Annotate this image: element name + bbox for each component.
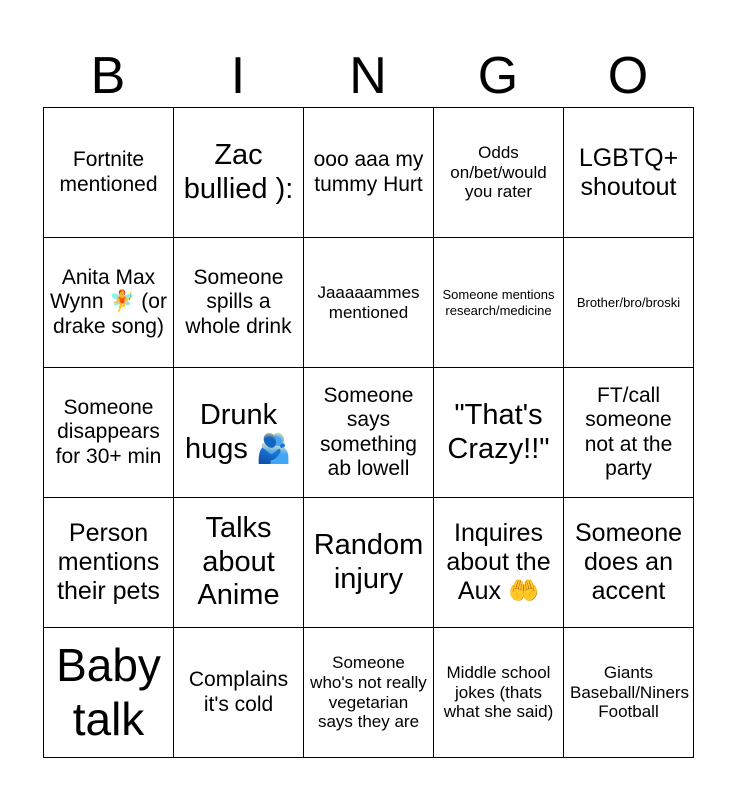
bingo-cell[interactable]: Baby talk	[44, 628, 174, 758]
bingo-header	[43, 44, 693, 108]
bingo-cell[interactable]: Anita Max Wynn 🧚 (or drake song)	[44, 238, 174, 368]
bingo-cell[interactable]: Zac bullied ):	[174, 108, 304, 238]
bingo-cell[interactable]: Complains it's cold	[174, 628, 304, 758]
header-letter-g: G	[477, 47, 519, 105]
bingo-cell[interactable]: "That's Crazy!!"	[434, 368, 564, 498]
header-letter-n: N	[349, 47, 387, 105]
header-letter-i: I	[230, 47, 246, 105]
bingo-cell[interactable]: Odds on/bet/would you rater	[434, 108, 564, 238]
bingo-cell[interactable]: Someone says something ab lowell	[304, 368, 434, 498]
bingo-cell[interactable]: Someone who's not really vegetarian says they are	[304, 628, 434, 758]
bingo-cell[interactable]: Someone mentions research/medicine	[434, 238, 564, 368]
header-letter-b: B	[90, 47, 126, 105]
bingo-row	[44, 108, 694, 238]
bingo-cell[interactable]: Inquires about the Aux 🤲	[434, 498, 564, 628]
bingo-cell[interactable]: Random injury	[304, 498, 434, 628]
header-letter-o: O	[607, 47, 649, 105]
bingo-cell[interactable]: Jaaaaammes mentioned	[304, 238, 434, 368]
bingo-cell[interactable]: Middle school jokes (thats what she said)	[434, 628, 564, 758]
bingo-cell[interactable]: Someone spills a whole drink	[174, 238, 304, 368]
bingo-card	[43, 107, 694, 758]
bingo-cell[interactable]: Brother/bro/broski	[564, 238, 694, 368]
bingo-row	[44, 368, 694, 498]
bingo-cell[interactable]: LGBTQ+ shoutout	[564, 108, 694, 238]
bingo-cell[interactable]: Person mentions their pets	[44, 498, 174, 628]
bingo-row	[44, 628, 694, 758]
bingo-row	[44, 238, 694, 368]
bingo-cell[interactable]: Giants Baseball/Niners Football	[564, 628, 694, 758]
bingo-row	[44, 498, 694, 628]
bingo-cell[interactable]: ooo aaa my tummy Hurt	[304, 108, 434, 238]
bingo-cell[interactable]: Someone does an accent	[564, 498, 694, 628]
bingo-cell[interactable]: FT/call someone not at the party	[564, 368, 694, 498]
bingo-cell[interactable]: Drunk hugs 🫂	[174, 368, 304, 498]
bingo-cell[interactable]: Fortnite mentioned	[44, 108, 174, 238]
bingo-cell[interactable]: Someone disappears for 30+ min	[44, 368, 174, 498]
bingo-cell[interactable]: Talks about Anime	[174, 498, 304, 628]
